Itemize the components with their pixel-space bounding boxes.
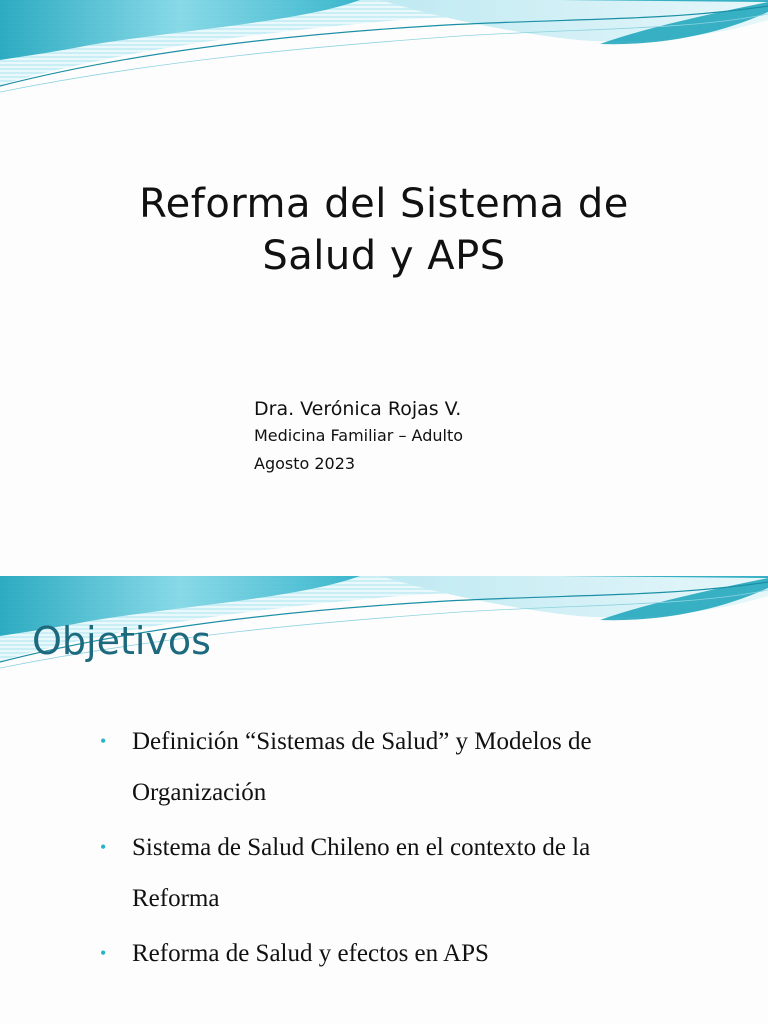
- presenter-info: [254, 396, 463, 478]
- slide-title: [0, 178, 768, 282]
- list-item: [100, 822, 740, 924]
- specialty: Medicina Familiar – Adulto: [254, 426, 464, 445]
- list-item-line: Reforma de Salud y efectos en APS: [132, 940, 489, 967]
- list-item: [100, 928, 740, 979]
- bullet-icon: •: [100, 837, 107, 857]
- slide-title-line-2: Salud y APS: [262, 233, 506, 279]
- presentation-date: Agosto 2023: [254, 454, 356, 473]
- author-name: Dra. Verónica Rojas V.: [254, 398, 462, 420]
- decorative-wave-header: [0, 0, 768, 110]
- bullet-icon: •: [100, 943, 107, 963]
- list-item: [100, 716, 740, 818]
- list-item-line: Sistema de Salud Chileno en el contexto de la: [132, 834, 591, 861]
- bullet-icon: •: [100, 731, 107, 751]
- objectives-list: [100, 716, 740, 983]
- list-item-line: Organización: [132, 779, 267, 806]
- objectives-slide: [0, 576, 768, 1024]
- objectives-heading: Objetivos: [32, 619, 211, 663]
- slide-title-line-1: Reforma del Sistema de: [139, 181, 629, 227]
- list-item-line: Reforma: [132, 885, 220, 912]
- list-item-line: Definición “Sistemas de Salud” y Modelos de: [132, 728, 592, 755]
